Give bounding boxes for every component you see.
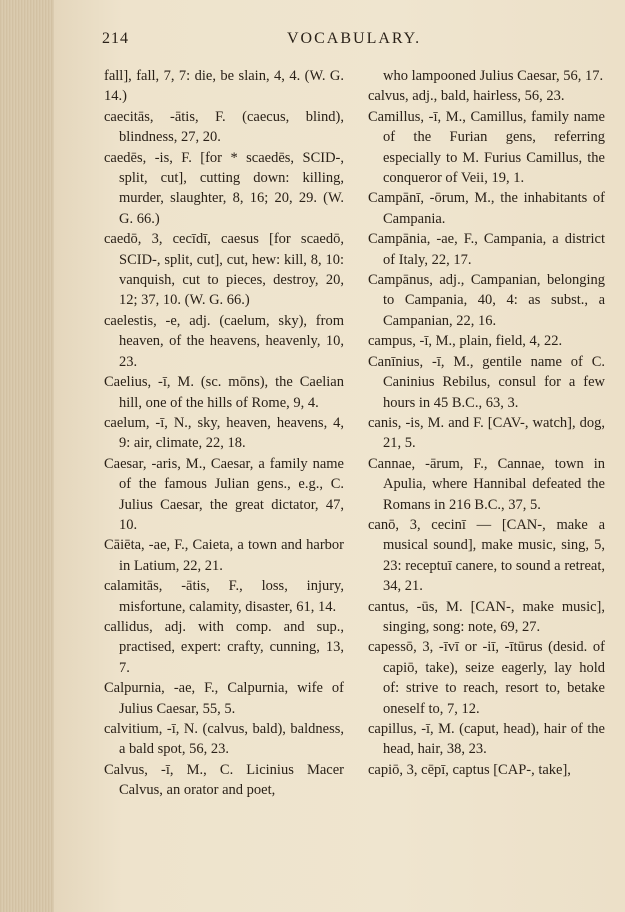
vocab-entry: caedēs, -is, F. [for * scaedēs, SCID-, split, cut], cutting down: killing, murder, slaughter, 8, 16; 20, 29. (W. G. 66.) <box>104 149 344 227</box>
vocab-entry: Campānus, adj., Campanian, belonging to Campania, 40, 4: as subst., a Campanian, 22, 16. <box>368 272 605 329</box>
vocab-entry: calvitium, -ī, N. (calvus, bald), baldness, a bald spot, 56, 23. <box>104 721 344 758</box>
vocab-entry: Caesar, -aris, M., Caesar, a family name of the famous Julian gens., e.g., C. Julius Caesar, the great dictator, 47, 10. <box>104 455 344 533</box>
right-column <box>368 66 605 780</box>
vocab-entry: Canīnius, -ī, M., gentile name of C. Caninius Rebilus, consul for a few hours in 45 B.C., 63, 3. <box>368 353 605 411</box>
vocab-entry: Campānī, -ōrum, M., the inhabitants of Campania. <box>368 190 605 227</box>
vocab-entry: campus, -ī, M., plain, field, 4, 22. <box>368 333 563 350</box>
vocab-entry: caecitās, -ātis, F. (caecus, blind), blindness, 27, 20. <box>104 108 344 146</box>
vocab-entry: who lampooned Julius Caesar, 56, 17. <box>383 68 604 84</box>
vocab-entry: caedō, 3, cecīdī, caesus [for scaedō, SCID-, split, cut], cut, hew: kill, 8, 10: vanquish, cut to pieces, destroy, 20, 12; 37, 10. (W. G. 66.) <box>104 231 344 309</box>
vocab-entry: caelestis, -e, adj. (caelum, sky), from heaven, of the heavens, heavenly, 10, 23. <box>104 312 344 370</box>
vocab-entry: caelum, -ī, N., sky, heaven, heavens, 4, 9: air, climate, 22, 18. <box>104 414 344 452</box>
vocab-entry: calamitās, -ātis, F., loss, injury, misfortune, calamity, disaster, 61, 14. <box>104 578 344 615</box>
vocab-entry: Cāiēta, -ae, F., Caieta, a town and harbor in Latium, 22, 21. <box>104 537 344 574</box>
vocab-entry: Camillus, -ī, M., Camillus, family name of the Furian gens, referring especially to M. Furius Camillus, the conqueror of Veii, 19, 1. <box>368 108 605 187</box>
vocab-entry: calvus, adj., bald, hairless, 56, 23. <box>368 88 565 105</box>
vocab-entry: Cannae, -ārum, F., Cannae, town in Apulia, where Hannibal defeated the Romans in 216 B.C., 37, 5. <box>368 455 605 513</box>
page-header <box>102 30 602 54</box>
vocab-entry: canis, -is, M. and F. [CAV-, watch], dog, 21, 5. <box>368 414 605 452</box>
vocab-entry: Campānia, -ae, F., Campania, a district of Italy, 22, 17. <box>368 231 605 268</box>
vocab-entry: capillus, -ī, M. (caput, head), hair of the head, hair, 38, 23. <box>368 721 605 758</box>
vocab-entry: capiō, 3, cēpī, captus [CAP-, take], <box>368 761 571 778</box>
vocab-entry: Caelius, -ī, M. (sc. mōns), the Caelian hill, one of the hills of Rome, 9, 4. <box>104 374 344 411</box>
left-column <box>104 66 344 801</box>
page-edge <box>0 0 54 912</box>
running-head: VOCABULARY. <box>287 30 422 47</box>
vocab-entry: callidus, adj. with comp. and sup., practised, expert: crafty, cunning, 13, 7. <box>104 618 344 676</box>
vocab-entry: cantus, -ūs, M. [CAN-, make music], singing, song: note, 69, 27. <box>368 598 605 635</box>
vocab-entry: canō, 3, cecinī — [CAN-, make a musical sound], make music, sing, 5, 23: receptuī canere, to sound a retreat, 34, 21. <box>368 516 605 595</box>
vocab-entry: Calvus, -ī, M., C. Licinius Macer Calvus, an orator and poet, <box>104 761 344 799</box>
vocab-entry: capessō, 3, -īvī or -iī, -ītūrus (desid. of capiō, take), seize eagerly, lay hold of: strive to reach, resort to, betake oneself to, 7, 12. <box>368 639 605 717</box>
vocab-entry: Calpurnia, -ae, F., Calpurnia, wife of Julius Caesar, 55, 5. <box>104 680 344 717</box>
page-number: 214 <box>102 30 129 47</box>
vocab-entry: fall], fall, 7, 7: die, be slain, 4, 4. (W. G. 14.) <box>104 68 344 105</box>
